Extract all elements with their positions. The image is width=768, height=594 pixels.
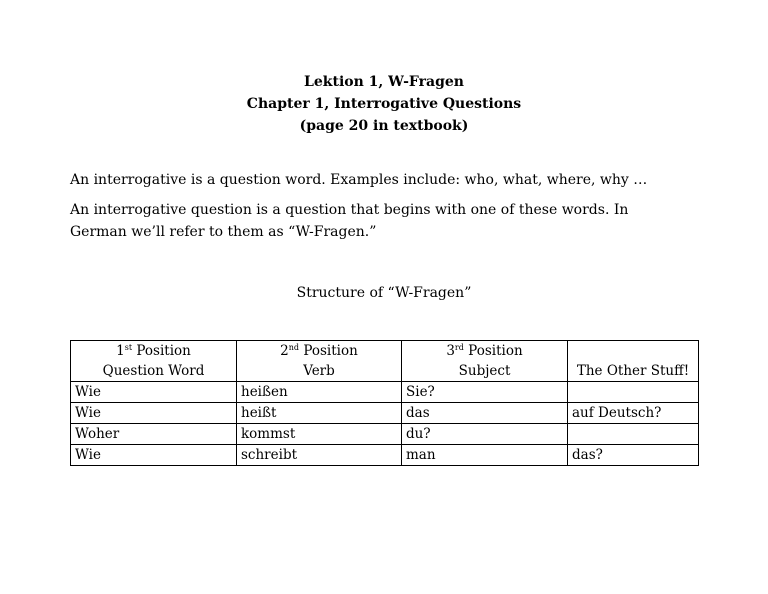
table-header-row xyxy=(71,341,699,382)
table-cell: Wie xyxy=(71,445,237,466)
paragraph-w-fragen: An interrogative question is a question that begins with one of these words. In German we’ll refer to them as “W-Fragen.” xyxy=(70,202,629,240)
header-pos: Position xyxy=(132,343,191,359)
table-cell: man xyxy=(402,445,568,466)
header-position-1 xyxy=(71,341,237,382)
header-sub: Verb xyxy=(303,363,335,379)
ordinal-suffix: rd xyxy=(454,343,464,352)
title-line-2: Chapter 1, Interrogative Questions xyxy=(246,96,522,112)
table-caption: Structure of “W-Fragen” xyxy=(296,285,472,301)
table-row xyxy=(71,445,699,466)
table-cell: das xyxy=(402,403,568,424)
header-sub: The Other Stuff! xyxy=(576,363,690,379)
header-pos: Position xyxy=(299,343,358,359)
table-cell: kommst xyxy=(237,424,402,445)
document-title xyxy=(0,71,768,137)
table-cell: schreibt xyxy=(237,445,402,466)
ordinal: 3 xyxy=(446,343,455,359)
paragraph-definition: An interrogative is a question word. Examples include: who, what, where, why … xyxy=(70,172,648,188)
ordinal-suffix: st xyxy=(124,343,133,352)
table-row xyxy=(71,403,699,424)
table-cell: Woher xyxy=(71,424,237,445)
table-cell xyxy=(568,382,699,403)
header-sub: Subject xyxy=(458,363,511,379)
header-position-3 xyxy=(402,341,568,382)
header-pos: Position xyxy=(463,343,523,359)
header-position-2 xyxy=(237,341,402,382)
table-cell xyxy=(568,424,699,445)
table-cell: das? xyxy=(568,445,699,466)
header-other-stuff xyxy=(568,341,699,382)
table-row xyxy=(71,424,699,445)
table-cell: Wie xyxy=(71,403,237,424)
title-line-3: (page 20 in textbook) xyxy=(299,118,469,134)
table-cell: heißt xyxy=(237,403,402,424)
table-cell: heißen xyxy=(237,382,402,403)
ordinal: 1 xyxy=(116,343,125,359)
table-cell: Wie xyxy=(71,382,237,403)
w-fragen-table xyxy=(70,340,699,466)
table-cell: du? xyxy=(402,424,568,445)
table-cell: Sie? xyxy=(402,382,568,403)
header-sub: Question Word xyxy=(102,363,205,379)
ordinal: 2 xyxy=(280,343,289,359)
table-cell: auf Deutsch? xyxy=(568,403,699,424)
ordinal-suffix: nd xyxy=(288,343,300,352)
title-line-1: Lektion 1, W-Fragen xyxy=(304,74,464,90)
table-row xyxy=(71,382,699,403)
